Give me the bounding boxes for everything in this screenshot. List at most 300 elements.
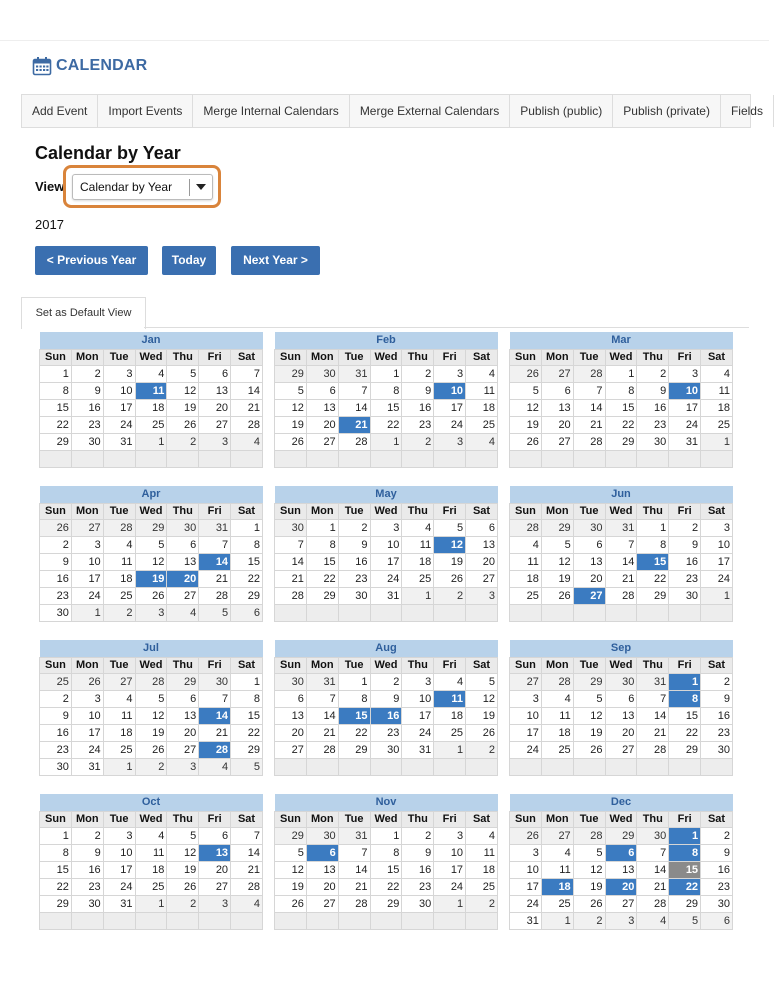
- day-cell[interactable]: 11: [103, 554, 135, 571]
- day-cell[interactable]: 3: [402, 674, 434, 691]
- adjacent-month-day-cell[interactable]: 1: [71, 605, 103, 622]
- day-cell[interactable]: 23: [669, 571, 701, 588]
- day-cell[interactable]: 9: [402, 383, 434, 400]
- adjacent-month-day-cell[interactable]: 28: [510, 520, 542, 537]
- day-cell[interactable]: 13: [605, 862, 637, 879]
- day-cell[interactable]: 25: [701, 417, 733, 434]
- day-cell[interactable]: 31: [103, 896, 135, 913]
- day-cell[interactable]: 25: [135, 879, 167, 896]
- day-cell[interactable]: 9: [701, 845, 733, 862]
- adjacent-month-day-cell[interactable]: 4: [167, 605, 199, 622]
- month-title[interactable]: Aug: [275, 640, 498, 658]
- day-cell[interactable]: 16: [71, 862, 103, 879]
- day-cell[interactable]: 1: [231, 520, 263, 537]
- day-cell[interactable]: 1: [40, 366, 72, 383]
- day-cell[interactable]: 23: [701, 879, 733, 896]
- day-cell[interactable]: 17: [510, 725, 542, 742]
- day-cell[interactable]: 24: [434, 417, 466, 434]
- day-cell[interactable]: 2: [669, 520, 701, 537]
- day-cell[interactable]: 29: [605, 434, 637, 451]
- day-cell[interactable]: 4: [466, 366, 498, 383]
- day-cell[interactable]: 18: [434, 708, 466, 725]
- adjacent-month-day-cell[interactable]: 5: [669, 913, 701, 930]
- day-cell[interactable]: 13: [306, 862, 338, 879]
- day-cell[interactable]: 25: [135, 417, 167, 434]
- day-cell[interactable]: 9: [71, 845, 103, 862]
- day-cell[interactable]: 30: [338, 588, 370, 605]
- day-cell[interactable]: 28: [199, 588, 231, 605]
- day-cell[interactable]: 7: [275, 537, 307, 554]
- adjacent-month-day-cell[interactable]: 26: [40, 520, 72, 537]
- month-title[interactable]: Oct: [40, 794, 263, 812]
- day-cell[interactable]: 19: [466, 708, 498, 725]
- day-cell[interactable]: 16: [370, 708, 402, 725]
- day-cell[interactable]: 24: [669, 417, 701, 434]
- day-cell[interactable]: 27: [306, 434, 338, 451]
- day-cell[interactable]: 18: [466, 862, 498, 879]
- day-cell[interactable]: 27: [605, 896, 637, 913]
- day-cell[interactable]: 19: [510, 417, 542, 434]
- day-cell[interactable]: 5: [275, 383, 307, 400]
- day-cell[interactable]: 1: [338, 674, 370, 691]
- day-cell[interactable]: 6: [573, 537, 605, 554]
- day-cell[interactable]: 3: [510, 691, 542, 708]
- adjacent-month-day-cell[interactable]: 31: [338, 366, 370, 383]
- day-cell[interactable]: 13: [199, 845, 231, 862]
- day-cell[interactable]: 18: [541, 879, 573, 896]
- day-cell[interactable]: 6: [605, 845, 637, 862]
- adjacent-month-day-cell[interactable]: 30: [275, 674, 307, 691]
- view-select[interactable]: [72, 174, 213, 200]
- day-cell[interactable]: 22: [231, 725, 263, 742]
- day-cell[interactable]: 8: [231, 691, 263, 708]
- day-cell[interactable]: 29: [231, 742, 263, 759]
- day-cell[interactable]: 21: [637, 725, 669, 742]
- day-cell[interactable]: 8: [40, 383, 72, 400]
- adjacent-month-day-cell[interactable]: 4: [466, 434, 498, 451]
- day-cell[interactable]: 21: [199, 725, 231, 742]
- day-cell[interactable]: 22: [669, 725, 701, 742]
- day-cell[interactable]: 24: [402, 725, 434, 742]
- day-cell[interactable]: 4: [541, 845, 573, 862]
- day-cell[interactable]: 6: [541, 383, 573, 400]
- day-cell[interactable]: 17: [669, 400, 701, 417]
- day-cell[interactable]: 26: [573, 742, 605, 759]
- adjacent-month-day-cell[interactable]: 28: [135, 674, 167, 691]
- day-cell[interactable]: 14: [637, 862, 669, 879]
- toolbar-publish-public-button[interactable]: Publish (public): [510, 95, 613, 127]
- adjacent-month-day-cell[interactable]: 26: [510, 366, 542, 383]
- adjacent-month-day-cell[interactable]: 31: [605, 520, 637, 537]
- day-cell[interactable]: 26: [167, 417, 199, 434]
- day-cell[interactable]: 18: [510, 571, 542, 588]
- day-cell[interactable]: 12: [541, 554, 573, 571]
- day-cell[interactable]: 10: [370, 537, 402, 554]
- adjacent-month-day-cell[interactable]: 27: [510, 674, 542, 691]
- day-cell[interactable]: 9: [338, 537, 370, 554]
- day-cell[interactable]: 19: [135, 725, 167, 742]
- day-cell[interactable]: 20: [306, 879, 338, 896]
- day-cell[interactable]: 29: [669, 896, 701, 913]
- day-cell[interactable]: 22: [370, 417, 402, 434]
- day-cell[interactable]: 28: [338, 896, 370, 913]
- day-cell[interactable]: 5: [167, 366, 199, 383]
- day-cell[interactable]: 20: [275, 725, 307, 742]
- day-cell[interactable]: 31: [402, 742, 434, 759]
- day-cell[interactable]: 30: [402, 896, 434, 913]
- adjacent-month-day-cell[interactable]: 29: [167, 674, 199, 691]
- day-cell[interactable]: 17: [701, 554, 733, 571]
- day-cell[interactable]: 30: [701, 896, 733, 913]
- day-cell[interactable]: 17: [370, 554, 402, 571]
- adjacent-month-day-cell[interactable]: 29: [605, 828, 637, 845]
- day-cell[interactable]: 17: [71, 725, 103, 742]
- day-cell[interactable]: 6: [275, 691, 307, 708]
- adjacent-month-day-cell[interactable]: 26: [71, 674, 103, 691]
- day-cell[interactable]: 23: [40, 588, 72, 605]
- day-cell[interactable]: 5: [275, 845, 307, 862]
- day-cell[interactable]: 14: [338, 400, 370, 417]
- adjacent-month-day-cell[interactable]: 1: [434, 742, 466, 759]
- adjacent-month-day-cell[interactable]: 4: [231, 434, 263, 451]
- day-cell[interactable]: 13: [573, 554, 605, 571]
- day-cell[interactable]: 14: [605, 554, 637, 571]
- day-cell[interactable]: 19: [167, 400, 199, 417]
- day-cell[interactable]: 11: [434, 691, 466, 708]
- day-cell[interactable]: 2: [40, 691, 72, 708]
- day-cell[interactable]: 29: [669, 742, 701, 759]
- day-cell[interactable]: 31: [370, 588, 402, 605]
- day-cell[interactable]: 31: [510, 913, 542, 930]
- day-cell[interactable]: 15: [669, 862, 701, 879]
- day-cell[interactable]: 13: [167, 708, 199, 725]
- day-cell[interactable]: 15: [370, 862, 402, 879]
- day-cell[interactable]: 11: [541, 862, 573, 879]
- adjacent-month-day-cell[interactable]: 31: [306, 674, 338, 691]
- day-cell[interactable]: 5: [135, 691, 167, 708]
- day-cell[interactable]: 3: [103, 828, 135, 845]
- day-cell[interactable]: 31: [669, 434, 701, 451]
- day-cell[interactable]: 2: [71, 828, 103, 845]
- adjacent-month-day-cell[interactable]: 30: [637, 828, 669, 845]
- day-cell[interactable]: 10: [434, 383, 466, 400]
- day-cell[interactable]: 5: [434, 520, 466, 537]
- day-cell[interactable]: 14: [199, 554, 231, 571]
- day-cell[interactable]: 19: [573, 879, 605, 896]
- day-cell[interactable]: 27: [167, 742, 199, 759]
- adjacent-month-day-cell[interactable]: 29: [275, 366, 307, 383]
- day-cell[interactable]: 16: [338, 554, 370, 571]
- day-cell[interactable]: 27: [306, 896, 338, 913]
- day-cell[interactable]: 6: [167, 537, 199, 554]
- adjacent-month-day-cell[interactable]: 30: [306, 828, 338, 845]
- day-cell[interactable]: 13: [275, 708, 307, 725]
- day-cell[interactable]: 16: [71, 400, 103, 417]
- day-cell[interactable]: 21: [275, 571, 307, 588]
- day-cell[interactable]: 25: [103, 588, 135, 605]
- day-cell[interactable]: 29: [40, 434, 72, 451]
- adjacent-month-day-cell[interactable]: 31: [637, 674, 669, 691]
- day-cell[interactable]: 18: [135, 862, 167, 879]
- day-cell[interactable]: 10: [402, 691, 434, 708]
- day-cell[interactable]: 10: [510, 708, 542, 725]
- day-cell[interactable]: 26: [573, 896, 605, 913]
- day-cell[interactable]: 30: [701, 742, 733, 759]
- day-cell[interactable]: 4: [402, 520, 434, 537]
- day-cell[interactable]: 30: [370, 742, 402, 759]
- adjacent-month-day-cell[interactable]: 27: [103, 674, 135, 691]
- toolbar-import-events-button[interactable]: Import Events: [98, 95, 193, 127]
- adjacent-month-day-cell[interactable]: 1: [541, 913, 573, 930]
- day-cell[interactable]: 18: [135, 400, 167, 417]
- day-cell[interactable]: 26: [434, 571, 466, 588]
- day-cell[interactable]: 22: [40, 417, 72, 434]
- adjacent-month-day-cell[interactable]: 2: [103, 605, 135, 622]
- day-cell[interactable]: 14: [338, 862, 370, 879]
- day-cell[interactable]: 30: [669, 588, 701, 605]
- day-cell[interactable]: 26: [167, 879, 199, 896]
- day-cell[interactable]: 4: [541, 691, 573, 708]
- day-cell[interactable]: 1: [605, 366, 637, 383]
- day-cell[interactable]: 19: [275, 417, 307, 434]
- day-cell[interactable]: 28: [637, 742, 669, 759]
- day-cell[interactable]: 13: [466, 537, 498, 554]
- day-cell[interactable]: 10: [510, 862, 542, 879]
- day-cell[interactable]: 27: [605, 742, 637, 759]
- day-cell[interactable]: 29: [306, 588, 338, 605]
- adjacent-month-day-cell[interactable]: 3: [135, 605, 167, 622]
- day-cell[interactable]: 8: [231, 537, 263, 554]
- day-cell[interactable]: 25: [434, 725, 466, 742]
- day-cell[interactable]: 25: [103, 742, 135, 759]
- day-cell[interactable]: 15: [231, 708, 263, 725]
- day-cell[interactable]: 27: [199, 879, 231, 896]
- day-cell[interactable]: 17: [510, 879, 542, 896]
- day-cell[interactable]: 5: [573, 691, 605, 708]
- day-cell[interactable]: 4: [135, 366, 167, 383]
- day-cell[interactable]: 18: [103, 725, 135, 742]
- day-cell[interactable]: 23: [40, 742, 72, 759]
- adjacent-month-day-cell[interactable]: 5: [231, 759, 263, 776]
- day-cell[interactable]: 21: [306, 725, 338, 742]
- day-cell[interactable]: 25: [466, 879, 498, 896]
- day-cell[interactable]: 16: [701, 862, 733, 879]
- adjacent-month-day-cell[interactable]: 3: [199, 896, 231, 913]
- day-cell[interactable]: 21: [573, 417, 605, 434]
- adjacent-month-day-cell[interactable]: 1: [434, 896, 466, 913]
- day-cell[interactable]: 22: [231, 571, 263, 588]
- day-cell[interactable]: 26: [275, 434, 307, 451]
- adjacent-month-day-cell[interactable]: 4: [199, 759, 231, 776]
- day-cell[interactable]: 11: [701, 383, 733, 400]
- day-cell[interactable]: 5: [466, 674, 498, 691]
- adjacent-month-day-cell[interactable]: 1: [701, 588, 733, 605]
- adjacent-month-day-cell[interactable]: 30: [573, 520, 605, 537]
- adjacent-month-day-cell[interactable]: 4: [231, 896, 263, 913]
- month-title[interactable]: Nov: [275, 794, 498, 812]
- day-cell[interactable]: 7: [573, 383, 605, 400]
- day-cell[interactable]: 20: [199, 862, 231, 879]
- day-cell[interactable]: 17: [434, 400, 466, 417]
- day-cell[interactable]: 1: [370, 828, 402, 845]
- adjacent-month-day-cell[interactable]: 29: [573, 674, 605, 691]
- day-cell[interactable]: 23: [402, 417, 434, 434]
- toolbar-merge-internal-calendars-button[interactable]: Merge Internal Calendars: [193, 95, 349, 127]
- day-cell[interactable]: 24: [103, 879, 135, 896]
- month-title[interactable]: Mar: [510, 332, 733, 350]
- day-cell[interactable]: 4: [466, 828, 498, 845]
- adjacent-month-day-cell[interactable]: 2: [135, 759, 167, 776]
- day-cell[interactable]: 28: [573, 434, 605, 451]
- day-cell[interactable]: 28: [306, 742, 338, 759]
- day-cell[interactable]: 4: [103, 537, 135, 554]
- day-cell[interactable]: 19: [167, 862, 199, 879]
- day-cell[interactable]: 7: [637, 845, 669, 862]
- day-cell[interactable]: 8: [669, 691, 701, 708]
- day-cell[interactable]: 3: [370, 520, 402, 537]
- day-cell[interactable]: 7: [199, 691, 231, 708]
- day-cell[interactable]: 8: [605, 383, 637, 400]
- adjacent-month-day-cell[interactable]: 2: [573, 913, 605, 930]
- day-cell[interactable]: 10: [103, 845, 135, 862]
- day-cell[interactable]: 12: [466, 691, 498, 708]
- day-cell[interactable]: 27: [541, 434, 573, 451]
- day-cell[interactable]: 2: [370, 674, 402, 691]
- day-cell[interactable]: 13: [605, 708, 637, 725]
- day-cell[interactable]: 7: [338, 383, 370, 400]
- day-cell[interactable]: 14: [231, 383, 263, 400]
- day-cell[interactable]: 22: [370, 879, 402, 896]
- day-cell[interactable]: 9: [669, 537, 701, 554]
- adjacent-month-day-cell[interactable]: 2: [434, 588, 466, 605]
- day-cell[interactable]: 7: [338, 845, 370, 862]
- day-cell[interactable]: 2: [701, 674, 733, 691]
- day-cell[interactable]: 22: [306, 571, 338, 588]
- day-cell[interactable]: 5: [135, 537, 167, 554]
- day-cell[interactable]: 16: [40, 725, 72, 742]
- day-cell[interactable]: 11: [103, 708, 135, 725]
- adjacent-month-day-cell[interactable]: 3: [434, 434, 466, 451]
- day-cell[interactable]: 30: [40, 759, 72, 776]
- day-cell[interactable]: 24: [434, 879, 466, 896]
- day-cell[interactable]: 21: [637, 879, 669, 896]
- day-cell[interactable]: 19: [573, 725, 605, 742]
- day-cell[interactable]: 11: [510, 554, 542, 571]
- day-cell[interactable]: 7: [231, 366, 263, 383]
- day-cell[interactable]: 12: [510, 400, 542, 417]
- day-cell[interactable]: 27: [199, 417, 231, 434]
- day-cell[interactable]: 8: [669, 845, 701, 862]
- day-cell[interactable]: 28: [231, 879, 263, 896]
- day-cell[interactable]: 12: [573, 862, 605, 879]
- day-cell[interactable]: 10: [434, 845, 466, 862]
- day-cell[interactable]: 8: [306, 537, 338, 554]
- day-cell[interactable]: 31: [71, 759, 103, 776]
- adjacent-month-day-cell[interactable]: 6: [231, 605, 263, 622]
- day-cell[interactable]: 16: [669, 554, 701, 571]
- day-cell[interactable]: 24: [701, 571, 733, 588]
- day-cell[interactable]: 24: [510, 896, 542, 913]
- day-cell[interactable]: 6: [306, 845, 338, 862]
- day-cell[interactable]: 21: [199, 571, 231, 588]
- day-cell[interactable]: 2: [402, 828, 434, 845]
- day-cell[interactable]: 10: [701, 537, 733, 554]
- day-cell[interactable]: 15: [605, 400, 637, 417]
- day-cell[interactable]: 9: [637, 383, 669, 400]
- day-cell[interactable]: 3: [510, 845, 542, 862]
- day-cell[interactable]: 19: [541, 571, 573, 588]
- day-cell[interactable]: 1: [669, 828, 701, 845]
- day-cell[interactable]: 23: [338, 571, 370, 588]
- day-cell[interactable]: 1: [370, 366, 402, 383]
- day-cell[interactable]: 14: [573, 400, 605, 417]
- day-cell[interactable]: 22: [338, 725, 370, 742]
- day-cell[interactable]: 12: [167, 845, 199, 862]
- day-cell[interactable]: 22: [40, 879, 72, 896]
- day-cell[interactable]: 15: [338, 708, 370, 725]
- adjacent-month-day-cell[interactable]: 28: [541, 674, 573, 691]
- day-cell[interactable]: 9: [71, 383, 103, 400]
- day-cell[interactable]: 2: [701, 828, 733, 845]
- day-cell[interactable]: 11: [135, 845, 167, 862]
- day-cell[interactable]: 3: [669, 366, 701, 383]
- day-cell[interactable]: 14: [275, 554, 307, 571]
- day-cell[interactable]: 22: [669, 879, 701, 896]
- day-cell[interactable]: 28: [605, 588, 637, 605]
- day-cell[interactable]: 2: [637, 366, 669, 383]
- day-cell[interactable]: 4: [434, 674, 466, 691]
- day-cell[interactable]: 27: [573, 588, 605, 605]
- day-cell[interactable]: 18: [466, 400, 498, 417]
- toolbar-merge-external-calendars-button[interactable]: Merge External Calendars: [350, 95, 510, 127]
- day-cell[interactable]: 3: [701, 520, 733, 537]
- day-cell[interactable]: 16: [701, 708, 733, 725]
- day-cell[interactable]: 30: [637, 434, 669, 451]
- day-cell[interactable]: 25: [402, 571, 434, 588]
- day-cell[interactable]: 9: [40, 708, 72, 725]
- day-cell[interactable]: 18: [701, 400, 733, 417]
- adjacent-month-day-cell[interactable]: 25: [40, 674, 72, 691]
- day-cell[interactable]: 2: [71, 366, 103, 383]
- day-cell[interactable]: 19: [434, 554, 466, 571]
- day-cell[interactable]: 26: [135, 742, 167, 759]
- adjacent-month-day-cell[interactable]: 3: [466, 588, 498, 605]
- day-cell[interactable]: 15: [40, 400, 72, 417]
- adjacent-month-day-cell[interactable]: 6: [701, 913, 733, 930]
- set-default-view-tab[interactable]: Set as Default View: [21, 297, 146, 329]
- day-cell[interactable]: 29: [338, 742, 370, 759]
- day-cell[interactable]: 15: [370, 400, 402, 417]
- day-cell[interactable]: 8: [637, 537, 669, 554]
- day-cell[interactable]: 1: [669, 674, 701, 691]
- adjacent-month-day-cell[interactable]: 5: [199, 605, 231, 622]
- previous-year-button[interactable]: < Previous Year: [35, 246, 148, 275]
- day-cell[interactable]: 25: [510, 588, 542, 605]
- day-cell[interactable]: 21: [231, 400, 263, 417]
- month-title[interactable]: Jul: [40, 640, 263, 658]
- day-cell[interactable]: 3: [103, 366, 135, 383]
- adjacent-month-day-cell[interactable]: 1: [135, 896, 167, 913]
- day-cell[interactable]: 1: [306, 520, 338, 537]
- day-cell[interactable]: 20: [199, 400, 231, 417]
- day-cell[interactable]: 16: [40, 571, 72, 588]
- day-cell[interactable]: 1: [231, 674, 263, 691]
- day-cell[interactable]: 22: [637, 571, 669, 588]
- day-cell[interactable]: 28: [231, 417, 263, 434]
- day-cell[interactable]: 16: [637, 400, 669, 417]
- day-cell[interactable]: 18: [541, 725, 573, 742]
- day-cell[interactable]: 9: [370, 691, 402, 708]
